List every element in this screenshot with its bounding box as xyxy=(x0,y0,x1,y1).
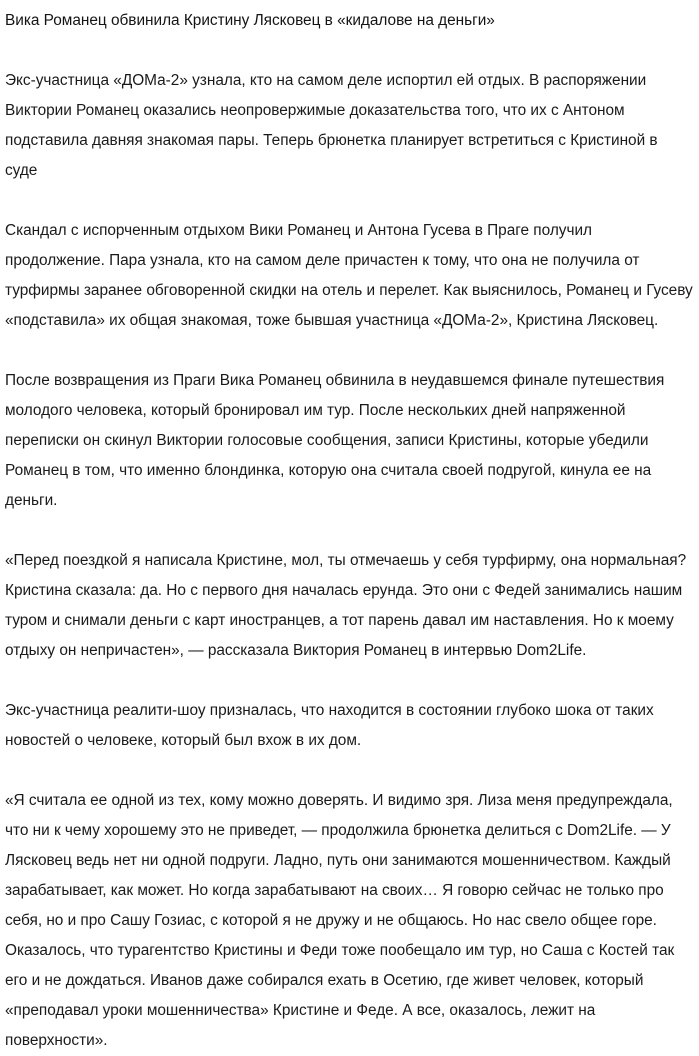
paragraph-spacer-2 xyxy=(5,336,694,366)
article-paragraph-1: Скандал с испорченным отдыхом Вики Романец и Антона Гусева в Праге получил продолжение. Пара узнала, кто на самом деле причастен к тому, что она не получила от турфирмы заранее обговоренной скидки на отель и перелет. Как выяснилось, Романец и Гусеву «подставила» их общая знакомая, тоже бывшая участница «ДОМа-2», Кристина Лясковец. xyxy=(5,222,693,329)
article-paragraph-4: Экс-участница реалити-шоу призналась, что находится в состоянии глубоко шока от таких новостей о человеке, который был вхож в их дом. xyxy=(5,702,654,749)
headline-lead-spacer xyxy=(5,36,694,66)
article-paragraph-3: «Перед поездкой я написала Кристине, мол, ты отмечаешь у себя турфирму, она нормальная? Кристина сказала: да. Но с первого дня началась ерунда. Это они с Федей занимались нашим туром и снимали деньги с карт иностранцев, а тот парень давал им наставления. Но к моему отдыху он непричастен», — рассказала Виктория Романец в интервью Dom2Life. xyxy=(5,552,687,659)
paragraph-spacer-5 xyxy=(5,756,694,786)
paragraph-spacer-1 xyxy=(5,186,694,216)
paragraph-spacer-3 xyxy=(5,516,694,546)
article-headline: Вика Романец обвинила Кристину Лясковец в «кидалове на деньги» xyxy=(5,12,495,29)
article-paragraph-2: После возвращения из Праги Вика Романец обвинила в неудавшемся финале путешествия молодого человека, который бронировал им тур. После нескольких дней напряженной переписки он скинул Виктории голосовые сообщения, записи Кристины, которые убедили Романец в том, что именно блондинка, которую она считала своей подругой, кинула ее на деньги. xyxy=(5,372,665,509)
article-paragraph-5: «Я считала ее одной из тех, кому можно доверять. И видимо зря. Лиза меня предупреждала, что ни к чему хорошему это не приведет, — продолжила брюнетка делиться с Dom2Life. — У Лясковец ведь нет ни одной подруги. Ладно, путь они занимаются мошенничеством. Каждый зарабатывает, как может. Но когда зарабатывают на своих… Я говорю сейчас не только про себя, но и про Сашу Гозиас, с которой я не дружу и не общаюсь. Но нас свело общее горе. Оказалось, что турагентство Кристины и Феди тоже пообещало им тур, но Саша с Костей так его и не дождаться. Иванов даже собирался ехать в Осетию, где живет человек, который «преподавал уроки мошенничества» Кристине и Феде. А все, оказалось, лежит на поверхности». xyxy=(5,792,675,1049)
paragraph-spacer-4 xyxy=(5,666,694,696)
article-lead-paragraph: Экс-участница «ДОМа-2» узнала, кто на самом деле испортил ей отдых. В распоряжении Виктории Романец оказались неопровержимые доказательства того, что их с Антоном подставила давняя знакомая пары. Теперь брюнетка планирует встретиться с Кристиной в суде xyxy=(5,72,658,179)
